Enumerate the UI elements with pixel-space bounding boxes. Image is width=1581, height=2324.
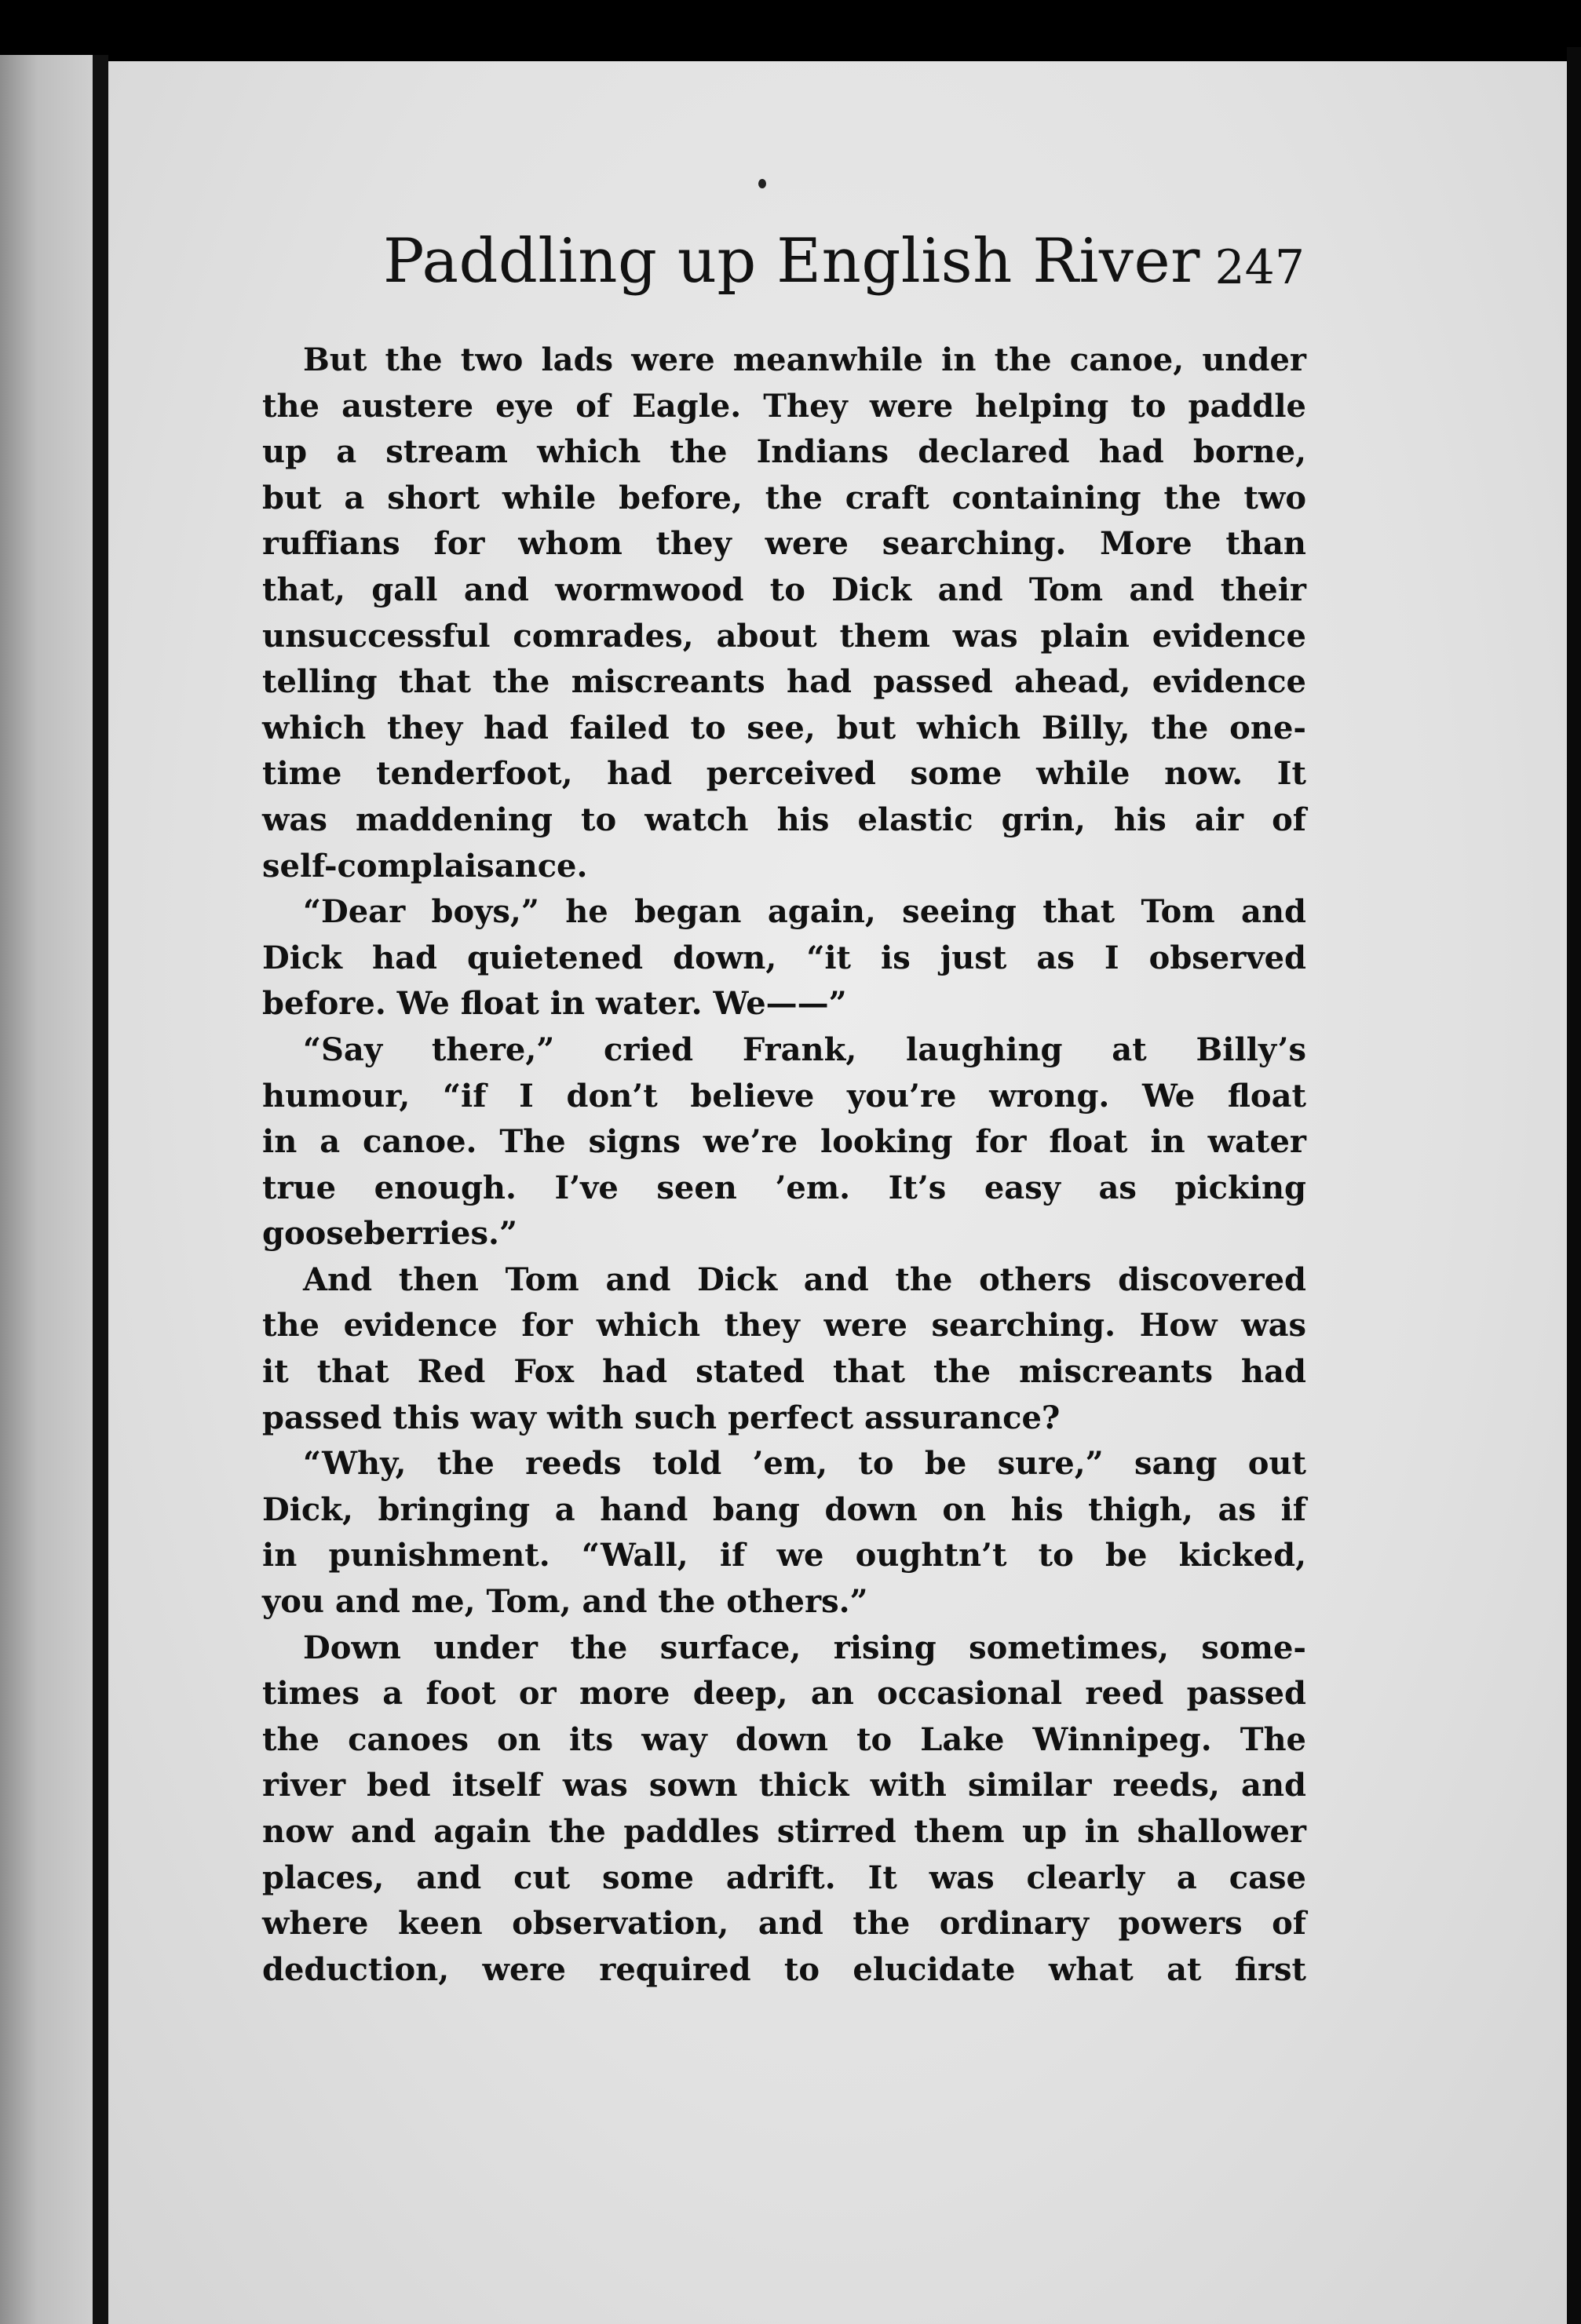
text-line: But the two lads were meanwhile in the canoe, under: [303, 341, 1306, 378]
text-line: places, and cut some adrift. It was clearly a case: [262, 1859, 1306, 1896]
text-line: telling that the miscreants had passed ahead, evidence: [262, 663, 1306, 701]
text-line: ruffians for whom they were searching. More than: [262, 525, 1306, 563]
text-line: “Why, the reeds told ’em, to be sure,” sang out: [303, 1445, 1306, 1483]
text-line: time tenderfoot, had perceived some while now. It: [262, 755, 1306, 793]
text-line: self-complaisance.: [262, 847, 588, 885]
text-line: And then Tom and Dick and the others discovered: [303, 1261, 1306, 1298]
text-line: now and again the paddles stirred them up in shallower: [262, 1813, 1306, 1850]
text-line: “Dear boys,” he began again, seeing that Tom and: [303, 893, 1306, 931]
text-line: Down under the surface, rising sometimes, some-: [303, 1629, 1306, 1666]
scan-right-border: [1567, 47, 1581, 2324]
text-line: river bed itself was sown thick with similar reeds, and: [262, 1767, 1306, 1804]
scan-top-border: [0, 0, 1581, 61]
text-line: which they had failed to see, but which Billy, the one-: [262, 709, 1306, 746]
text-line: Dick had quietened down, “it is just as I observed: [262, 939, 1306, 976]
text-line: humour, “if I don’t believe you’re wrong. We float: [262, 1077, 1306, 1115]
text-line: “Say there,” cried Frank, laughing at Billy’s: [303, 1031, 1306, 1068]
text-line: was maddening to watch his elastic grin, his air of: [262, 801, 1306, 838]
text-line: unsuccessful comrades, about them was plain evidence: [262, 617, 1306, 655]
text-line: the austere eye of Eagle. They were helping to paddle: [262, 387, 1306, 425]
text-line: true enough. I’ve seen ’em. It’s easy as picking: [262, 1169, 1306, 1206]
text-line: times a foot or more deep, an occasional reed passed: [262, 1675, 1306, 1713]
running-head: [383, 226, 1309, 320]
text-line: you and me, Tom, and the others.”: [262, 1583, 868, 1621]
text-line: deduction, were required to elucidate what at first: [262, 1950, 1306, 1988]
text-line: where keen observation, and the ordinary powers of: [262, 1905, 1306, 1943]
running-title: Paddling up English River: [383, 226, 1200, 297]
text-line: the canoes on its way down to Lake Winnipeg. The: [262, 1720, 1306, 1758]
text-line: in punishment. “Wall, if we oughtn’t to be kicked,: [262, 1537, 1306, 1574]
ink-speck: [758, 179, 766, 188]
text-line: gooseberries.”: [262, 1215, 517, 1253]
text-line: up a stream which the Indians declared had borne,: [262, 433, 1306, 471]
text-line: but a short while before, the craft containing the two: [262, 479, 1306, 516]
facing-page-edge: [0, 55, 93, 2324]
text-line: it that Red Fox had stated that the miscreants had: [262, 1353, 1306, 1391]
text-line: in a canoe. The signs we’re looking for float in water: [262, 1123, 1306, 1161]
page-number: 247: [1214, 240, 1305, 295]
text-line: passed this way with such perfect assurance?: [262, 1399, 1061, 1436]
text-line: the evidence for which they were searching. How was: [262, 1307, 1306, 1344]
text-line: Dick, bringing a hand bang down on his thigh, as if: [262, 1490, 1306, 1528]
text-line: before. We float in water. We——”: [262, 985, 847, 1023]
body-text: [262, 337, 1306, 1993]
book-spine-shadow: [93, 55, 108, 2324]
text-line: that, gall and wormwood to Dick and Tom and their: [262, 571, 1306, 608]
